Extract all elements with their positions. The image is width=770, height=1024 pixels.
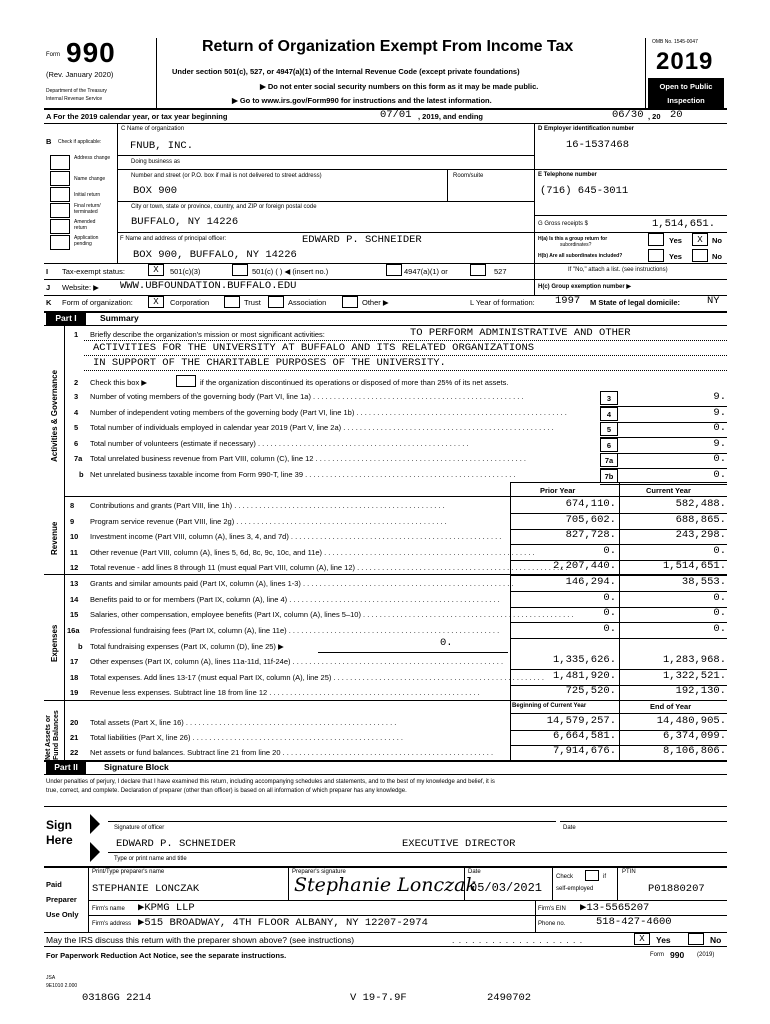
line-number: 4: [74, 407, 79, 417]
form-word: Form: [46, 52, 60, 58]
current-year-value: 582,488.: [675, 498, 726, 510]
omb-number: OMB No. 1545-0047: [652, 39, 698, 45]
line-number: 10: [70, 532, 79, 541]
line-label: Number of independent voting members of the governing body (Part VI, line 1b) . . . . . . . . . . . . . . . . . . . . . . . . . . . . . . . . . . . . . . . . . . . . . . . . . . .: [90, 407, 567, 417]
prior-year-value: 674,110.: [565, 498, 616, 510]
end-year: 20: [670, 109, 683, 121]
line-number: 20: [70, 718, 79, 727]
footer-code-1: 0318GG 2214: [82, 992, 152, 1004]
line-number: 13: [70, 579, 79, 588]
line-value: 0.: [713, 453, 726, 465]
firm-address: ▶515 BROADWAY, 4TH FLOOR ALBANY, NY 12207-2974: [138, 917, 428, 929]
subordinates-yes-checkbox[interactable]: [648, 249, 664, 262]
sign-arrows: [88, 810, 104, 866]
footer-code-2: V 19-7.9F: [350, 992, 407, 1004]
current-year-value: 688,865.: [675, 513, 726, 526]
form-title: Return of Organization Exempt From Income Tax: [202, 38, 574, 55]
form-number: 990: [66, 37, 116, 68]
tax-year-end: 06/30: [612, 109, 644, 121]
telephone: (716) 645-3011: [540, 185, 629, 197]
preparer-signature: Stephanie Lonczak: [294, 874, 478, 896]
line-label: Total number of individuals employed in calendar year 2019 (Part V, line 2a) . . . . . . . . . . . . . . . . . . . . . . . . . . . . . . . . . . . . . . . . . . . . . . . . . . .: [90, 423, 554, 432]
mission-3: IN SUPPORT OF THE CHARITABLE PURPOSES OF THE UNIVERSITY.: [93, 357, 446, 369]
goto-note: ▶ Go to www.irs.gov/Form990 for instructions and the latest information.: [232, 96, 492, 105]
amended-return-checkbox[interactable]: [50, 219, 70, 234]
part-2-title: Signature Block: [104, 762, 169, 772]
line-label: Net assets or fund balances. Subtract line 21 from line 20 . . . . . . . . . . . . . . . . . . . . . . . . . . . . . . . . . . . . . . . . . . . . . . . . . . .: [90, 748, 494, 757]
discuss-no-checkbox[interactable]: [688, 933, 704, 945]
line-value: 0.: [713, 468, 726, 481]
line-label: Number of voting members of the governing body (Part VI, line 1a) . . . . . . . . . . . . . . . . . . . . . . . . . . . . . . . . . . . . . . . . . . . . . . . . . . .: [90, 392, 524, 401]
line-number: 11: [70, 547, 78, 557]
line-label: Other revenue (Part VIII, column (A), lines 5, 6d, 8c, 9c, 10c, and 11e) . . . . . . . . . . . . . . . . . . . . . . . . . . . . . . . . . . . . . . . . . . . . . . . . . . .: [90, 547, 535, 557]
footer-code-3: 2490702: [487, 992, 532, 1004]
preparer-ptin: P01880207: [648, 883, 705, 895]
end-year-prefix: , 20: [648, 112, 661, 121]
part-2-tag: Part II: [46, 761, 86, 774]
line-value: 9.: [713, 437, 726, 450]
group-return-no-checkbox[interactable]: X: [692, 233, 708, 246]
association-checkbox[interactable]: [268, 296, 284, 308]
firm-phone: 518-427-4600: [596, 916, 672, 928]
prior-year-value: 14,579,257.: [546, 715, 616, 727]
name-change-checkbox[interactable]: [50, 171, 70, 186]
line-label: Professional fundraising fees (Part IX, column (A), line 11e) . . . . . . . . . . . . . . . . . . . . . . . . . . . . . . . . . . . . . . . . . . . . . . . . . . .: [90, 625, 500, 635]
line-number: 7a: [74, 454, 83, 463]
current-year-value: 1,322,521.: [662, 669, 726, 682]
line-number: b: [79, 469, 84, 479]
current-year-value: 38,553.: [681, 576, 726, 588]
subordinates-no-checkbox[interactable]: [692, 249, 708, 262]
line-label: Investment income (Part VIII, column (A), lines 3, 4, and 7d) . . . . . . . . . . . . . . . . . . . . . . . . . . . . . . . . . . . . . . . . . . . . . . . . . . .: [90, 532, 502, 541]
line-a-label: A For the 2019 calendar year, or tax year beginning: [46, 112, 228, 121]
prior-year-value: 725,520.: [565, 685, 616, 697]
current-year-value: 0.: [713, 607, 726, 619]
firm-name: ▶KPMG LLP: [138, 902, 195, 914]
officer-address: BOX 900, BUFFALO, NY 14226: [133, 249, 297, 261]
principal-officer: EDWARD P. SCHNEIDER: [302, 234, 422, 246]
ein: 16-1537468: [566, 139, 630, 151]
paperwork-notice: For Paperwork Reduction Act Notice, see the separate instructions.: [46, 951, 287, 960]
discontinued-checkbox[interactable]: [176, 375, 196, 387]
line-value: 9.: [713, 406, 726, 419]
line-label: Total number of volunteers (estimate if necessary) . . . . . . . . . . . . . . . . . . . . . . . . . . . . . . . . . . . . . . . . . . . . . . . . . . .: [90, 438, 469, 448]
line-number: 12: [70, 563, 79, 572]
line-label: Total revenue - add lines 8 through 11 (must equal Part VIII, column (A), line 12) . . . . . . . . . . . . . . . . . . . . . . . . . . . . . . . . . . . . . . . . . . . . . . . . . . .: [90, 563, 568, 572]
prior-year-value: 0.: [603, 607, 616, 619]
current-year-value: 0.: [713, 622, 726, 635]
part-1-title: Summary: [100, 313, 139, 323]
current-year-value: 0.: [713, 591, 726, 604]
dept-irs: Internal Revenue Service: [46, 96, 103, 102]
rev-date: (Rev. January 2020): [46, 70, 114, 79]
discuss-yes-checkbox[interactable]: X: [634, 933, 650, 945]
year-formed: 1997: [555, 295, 581, 307]
current-year-value: 8,106,806.: [662, 745, 726, 757]
mission-1: TO PERFORM ADMINISTRATIVE AND OTHER: [410, 327, 631, 339]
line-box-number: 5: [600, 422, 618, 436]
officer-title: EXECUTIVE DIRECTOR: [402, 838, 516, 850]
corporation-checkbox[interactable]: X: [148, 296, 164, 308]
prior-year-value: 0.: [603, 544, 616, 557]
group-return-yes-checkbox[interactable]: [648, 233, 664, 246]
officer-name: EDWARD P. SCHNEIDER: [116, 838, 236, 850]
line-number: 5: [74, 423, 79, 432]
irs-discuss-question: May the IRS discuss this return with the preparer shown above? (see instructions): [46, 935, 355, 945]
line-number: 6: [74, 438, 79, 448]
preparer-date: 05/03/2021: [470, 881, 543, 895]
prior-year-value: 6,664,581.: [552, 730, 616, 742]
prior-year-value: 827,728.: [565, 529, 616, 541]
line-number: 17: [70, 657, 79, 666]
prior-year-value: 7,914,676.: [552, 745, 616, 757]
line-box-number: 6: [600, 438, 618, 452]
line-value: 9.: [713, 391, 726, 403]
part-1-tag: Part I: [46, 312, 86, 325]
line-number: 16a: [67, 625, 80, 635]
current-year-value: 192,130.: [675, 685, 726, 697]
line-label: Total unrelated business revenue from Part VIII, column (C), line 12 . . . . . . . . . . . . . . . . . . . . . . . . . . . . . . . . . . . . . . . . . . . . . . . . . . .: [90, 454, 526, 463]
tax-year: 2019: [656, 48, 714, 75]
prior-year-value: 0.: [603, 622, 616, 635]
line-number: 21: [70, 733, 79, 742]
line-label: Contributions and grants (Part VIII, line 1h) . . . . . . . . . . . . . . . . . . . . . . . . . . . . . . . . . . . . . . . . . . . . . . . . . . .: [90, 501, 445, 510]
prior-year-value: 1,481,920.: [552, 669, 616, 682]
prior-year-value: 705,602.: [565, 513, 616, 526]
other-org-checkbox[interactable]: [342, 296, 358, 308]
final-return-checkbox[interactable]: [50, 203, 70, 218]
line-number: 15: [70, 610, 79, 619]
line-number: 9: [70, 516, 75, 526]
line-label: Salaries, other compensation, employee benefits (Part IX, column (A), lines 5–10) . . . . . . . . . . . . . . . . . . . . . . . . . . . . . . . . . . . . . . . . . . . . . . . . . . .: [90, 610, 574, 619]
current-year-value: 1,283,968.: [662, 654, 726, 666]
4947-checkbox[interactable]: [386, 264, 402, 276]
line-value: 0.: [713, 422, 726, 434]
line-label: Program service revenue (Part VIII, line 2g) . . . . . . . . . . . . . . . . . . . . . . . . . . . . . . . . . . . . . . . . . . . . . . . . . . .: [90, 516, 447, 526]
org-name: FNUB, INC.: [130, 140, 194, 152]
address-change-checkbox[interactable]: [50, 155, 70, 170]
line-label: Total liabilities (Part X, line 26) . . . . . . . . . . . . . . . . . . . . . . . . . . . . . . . . . . . . . . . . . . . . . . . . . . .: [90, 733, 404, 742]
current-year-value: 1,514,651.: [662, 560, 726, 572]
gross-receipts: 1,514,651.: [652, 218, 716, 230]
501c-checkbox[interactable]: [232, 264, 248, 276]
ssn-note: ▶ Do not enter social security numbers on this form as it may be made public.: [260, 82, 539, 91]
line-number: 3: [74, 392, 79, 401]
initial-return-checkbox[interactable]: [50, 187, 70, 202]
org-city: BUFFALO, NY 14226: [131, 216, 239, 228]
current-year-value: 243,298.: [675, 529, 726, 541]
line-label: Other expenses (Part IX, column (A), lines 11a-11d, 11f-24e) . . . . . . . . . . . . . . . . . . . . . . . . . . . . . . . . . . . . . . . . . . . . . . . . . . .: [90, 657, 504, 666]
state-domicile: NY: [707, 295, 720, 307]
prior-year-value: 1,335,626.: [552, 654, 616, 666]
firm-ein: ▶13-5565207: [580, 902, 650, 914]
self-employed-checkbox[interactable]: [585, 870, 599, 881]
current-year-value: 0.: [713, 544, 726, 557]
form-subtitle: Under section 501(c), 527, or 4947(a)(1) of the Internal Revenue Code (except private foundations): [172, 67, 520, 76]
line-number: 22: [70, 748, 79, 757]
public-inspection-badge: Open to Public Inspection: [648, 78, 724, 108]
501c3-checkbox[interactable]: X: [148, 264, 164, 276]
line-label: Total expenses. Add lines 13-17 (must equal Part IX, column (A), line 25) . . . . . . . . . . . . . . . . . . . . . . . . . . . . . . . . . . . . . . . . . . . . . . . . . . .: [90, 672, 544, 682]
line-box-number: 7a: [600, 453, 618, 467]
fundraising-total: 0.: [440, 637, 453, 649]
application-pending-checkbox[interactable]: [50, 235, 70, 250]
prior-year-value: 146,294.: [565, 576, 616, 588]
trust-checkbox[interactable]: [224, 296, 240, 308]
line-box-number: 3: [600, 391, 618, 405]
mission-2: ACTIVITIES FOR THE UNIVERSITY AT BUFFALO AND ITS RELATED ORGANIZATIONS: [93, 342, 535, 354]
line-number: 19: [70, 688, 79, 697]
527-checkbox[interactable]: [470, 264, 486, 276]
preparer-name: STEPHANIE LONCZAK: [92, 883, 200, 895]
line-number: 8: [70, 501, 75, 510]
current-year-value: 6,374,099.: [662, 730, 726, 742]
line-label: Net unrelated business taxable income from Form 990-T, line 39 . . . . . . . . . . . . . . . . . . . . . . . . . . . . . . . . . . . . . . . . . . . . . . . . . . .: [90, 469, 516, 479]
line-number: 14: [70, 594, 79, 604]
line-number: 18: [70, 672, 79, 682]
line-a-mid: , 2019, and ending: [418, 112, 484, 121]
prior-year-value: 2,207,440.: [552, 560, 616, 572]
website: WWW.UBFOUNDATION.BUFFALO.EDU: [120, 280, 297, 292]
current-year-value: 14,480,905.: [656, 715, 726, 727]
tax-year-begin: 07/01: [380, 109, 412, 121]
org-street: BOX 900: [133, 185, 178, 197]
prior-year-value: 0.: [603, 591, 616, 604]
line-label: Grants and similar amounts paid (Part IX, column (A), lines 1-3) . . . . . . . . . . . . . . . . . . . . . . . . . . . . . . . . . . . . . . . . . . . . . . . . . . .: [90, 579, 514, 588]
line-label: Total assets (Part X, line 16) . . . . . . . . . . . . . . . . . . . . . . . . . . . . . . . . . . . . . . . . . . . . . . . . . . .: [90, 718, 397, 727]
dept-treasury: Department of the Treasury: [46, 88, 107, 94]
line-box-number: 7b: [600, 469, 618, 483]
line-label: Revenue less expenses. Subtract line 18 from line 12 . . . . . . . . . . . . . . . . . . . . . . . . . . . . . . . . . . . . . . . . . . . . . . . . . . .: [90, 688, 480, 697]
line-box-number: 4: [600, 407, 618, 421]
line-label: Benefits paid to or for members (Part IX, column (A), line 4) . . . . . . . . . . . . . . . . . . . . . . . . . . . . . . . . . . . . . . . . . . . . . . . . . . .: [90, 594, 500, 604]
